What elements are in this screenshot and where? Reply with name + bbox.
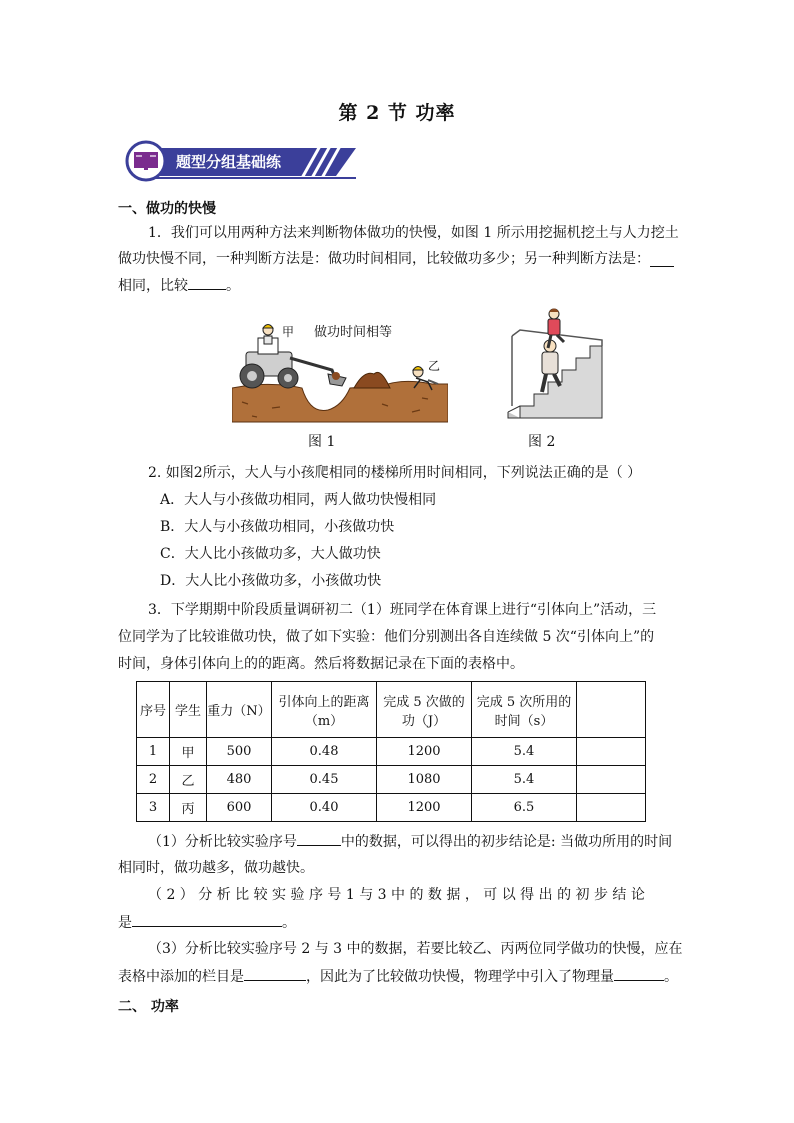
table-cell: 5.4 <box>472 766 577 794</box>
q3-sub1-blank <box>297 831 341 846</box>
table-cell: 1200 <box>377 738 472 766</box>
q1-line3-b: 。 <box>226 278 240 294</box>
q3-line2: 位同学为了比较谁做功快，做了如下实验：他们分别测出各自连续做 5 次“引体向上”的 <box>118 629 655 645</box>
banner-label: 题型分组基础练 <box>176 153 282 171</box>
q1-line3-a: 相同，比较 <box>118 278 188 294</box>
page-title: 第 2 节 功率 <box>338 102 456 124</box>
q3-sub3-blank-2 <box>614 966 664 981</box>
table-cell: 5.4 <box>472 738 577 766</box>
table-row <box>137 738 646 766</box>
q2-option-b: B．大人与小孩做功相同，小孩做功快 <box>160 519 395 535</box>
table-cell: 1080 <box>377 766 472 794</box>
q2-option-c: C．大人比小孩做功多，大人做功快 <box>160 546 381 562</box>
q3-line3: 时间，身体引体向上的的距离。然后将数据记录在下面的表格中。 <box>118 656 524 672</box>
table-cell <box>577 738 646 766</box>
q3-sub3-line2 <box>118 966 678 987</box>
q3-sub3-b: ，因此为了比较做功快慢，物理学中引入了物理量 <box>306 969 614 985</box>
q3-sub2-b: 。 <box>282 915 296 931</box>
q3-sub3-a: 表格中添加的栏目是 <box>118 969 244 985</box>
figure-1-caption: 图 1 <box>308 434 336 450</box>
q2-option-a: A．大人与小孩做功相同，两人做功快慢相同 <box>160 492 437 508</box>
q2-option-d: D．大人比小孩做功多，小孩做功快 <box>160 573 382 589</box>
table-cell: 0.48 <box>272 738 377 766</box>
q3-sub3-blank-1 <box>244 966 306 981</box>
q1-blank-2 <box>188 275 226 290</box>
fig1-label-top: 做功时间相等 <box>314 325 393 340</box>
section-heading-1: 一、做功的快慢 <box>118 201 216 217</box>
q3-sub2-line1: （ 2 ） 分 析 比 较 实 验 序 号 1 与 3 中 的 数 据 ， 可 以 得 出 的 初 步 结 论 <box>148 887 645 903</box>
table-header-cell: 完成 5 次做的功（J） <box>377 682 472 738</box>
q3-sub1-a: （1）分析比较实验序号 <box>148 834 297 850</box>
figure-1-excavator <box>232 318 448 426</box>
table-cell <box>577 794 646 822</box>
q1-line3 <box>118 275 240 296</box>
table-header-cell: 学生 <box>170 682 207 738</box>
q2-stem: 2. 如图2所示，大人与小孩爬相同的楼梯所用时间相同，下列说法正确的是（ ） <box>148 465 642 481</box>
table-row <box>137 794 646 822</box>
table-header-cell: 重力（N） <box>207 682 272 738</box>
table-cell: 1 <box>137 738 170 766</box>
book-icon <box>134 152 158 170</box>
table-cell: 3 <box>137 794 170 822</box>
table-header-cell: 完成 5 次所用的时间（s） <box>472 682 577 738</box>
q1-line1: 1．我们可以用两种方法来判断物体做功的快慢，如图 1 所示用挖掘机挖土与人力挖土 <box>148 225 679 241</box>
q3-sub3-line1: （3）分析比较实验序号 2 与 3 中的数据，若要比较乙、丙两位同学做功的快慢，应在 <box>148 941 683 957</box>
table-cell: 6.5 <box>472 794 577 822</box>
table-cell: 乙 <box>170 766 207 794</box>
q3-sub2-line2 <box>118 912 296 933</box>
q3-sub1-line2: 相同时，做功越多，做功越快。 <box>118 860 314 876</box>
data-table <box>136 681 646 822</box>
table-cell: 600 <box>207 794 272 822</box>
table-header-row <box>137 682 646 738</box>
table-cell: 2 <box>137 766 170 794</box>
table-header-cell: 引体向上的距离（m） <box>272 682 377 738</box>
q3-line1: 3．下学期期中阶段质量调研初二（1）班同学在体育课上进行“引体向上”活动，三 <box>148 602 657 618</box>
table-cell: 0.45 <box>272 766 377 794</box>
table-cell: 甲 <box>170 738 207 766</box>
q1-line2: 做功快慢不同，一种判断方法是：做功时间相同，比较做功多少；另一种判断方法是： <box>118 251 650 267</box>
q3-sub1-b: 中的数据，可以得出的初步结论是: 当做功所用的时间 <box>340 834 673 850</box>
fig1-label-a: 甲 <box>282 325 295 339</box>
section-heading-2: 二、 功率 <box>118 999 179 1015</box>
table-row <box>137 766 646 794</box>
table-header-cell <box>577 682 646 738</box>
figure-2-stairs <box>506 306 614 422</box>
figure-2-caption: 图 2 <box>528 434 556 450</box>
table-cell: 0.40 <box>272 794 377 822</box>
q3-sub1-line1 <box>148 831 672 852</box>
q3-sub2-blank <box>132 912 282 927</box>
table-cell <box>577 766 646 794</box>
table-cell: 500 <box>207 738 272 766</box>
q3-sub3-c: 。 <box>664 969 678 985</box>
table-cell: 1200 <box>377 794 472 822</box>
table-cell: 丙 <box>170 794 207 822</box>
q3-sub2-a: 是 <box>118 915 132 931</box>
table-cell: 480 <box>207 766 272 794</box>
fig1-label-b: 乙 <box>428 359 441 373</box>
table-header-cell: 序号 <box>137 682 170 738</box>
q1-blank-1 <box>650 252 674 267</box>
